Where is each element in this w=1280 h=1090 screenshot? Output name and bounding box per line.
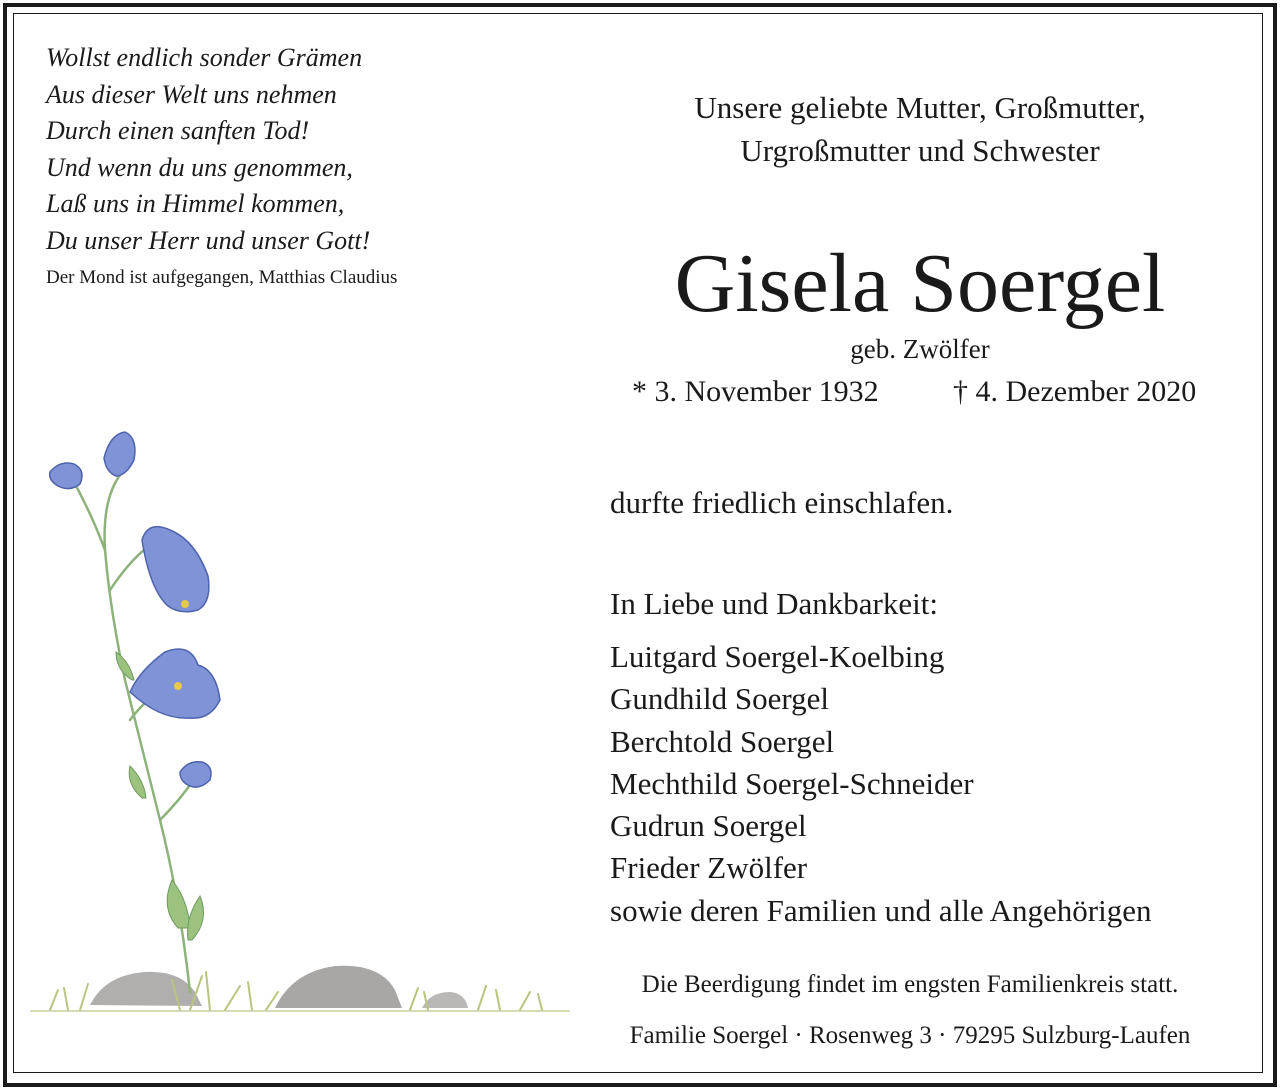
mourner-name: Frieder Zwölfer — [610, 850, 808, 886]
stones — [90, 966, 468, 1008]
mourner-name: Luitgard Soergel-Koelbing — [610, 639, 945, 674]
passing-statement: durfte friedlich einschlafen. — [610, 485, 954, 520]
mourner-name: Berchtold Soergel — [610, 723, 835, 759]
death-date: † 4. Dezember 2020 — [953, 375, 1197, 408]
bluebell-illustration — [30, 380, 570, 1030]
intro-text — [600, 86, 1240, 172]
poem-line: Du unser Herr und unser Gott! — [46, 225, 371, 255]
maiden-name: geb. Zwölfer — [850, 334, 990, 364]
poem-line: Wollst endlich sonder Grämen — [46, 43, 363, 72]
gratitude-heading: In Liebe und Dankbarkeit: — [610, 586, 938, 621]
mourner-name: Gudrun Soergel — [610, 808, 807, 844]
deceased-name: Gisela Soergel — [674, 237, 1166, 330]
bluebell-flowers — [50, 432, 220, 787]
mourner-name: sowie deren Familien und alle Angehörigen — [610, 892, 1152, 928]
birth-date: * 3. November 1932 — [632, 375, 879, 408]
funeral-note: Die Beerdigung findet im engsten Familienkreis statt. — [641, 971, 1179, 998]
poem-line: Aus dieser Welt uns nehmen — [46, 79, 337, 109]
intro-line: Unsere geliebte Mutter, Großmutter, — [694, 90, 1146, 125]
poem-source: Der Mond ist aufgegangen, Matthias Claudius — [46, 267, 398, 288]
family-address: Familie Soergel · Rosenweg 3 · 79295 Sulzburg-Laufen — [629, 1022, 1191, 1049]
poem-block — [46, 40, 566, 291]
mourner-name: Gundhild Soergel — [610, 681, 829, 717]
poem-line: Durch einen sanften Tod! — [46, 116, 310, 145]
mourner-name: Mechthild Soergel-Schneider — [610, 765, 974, 801]
poem-line: Und wenn du uns genommen, — [46, 152, 353, 182]
intro-line: Urgroßmutter und Schwester — [740, 133, 1100, 168]
poem-line: Laß uns in Himmel kommen, — [46, 189, 345, 218]
mourners-list — [610, 636, 1152, 932]
